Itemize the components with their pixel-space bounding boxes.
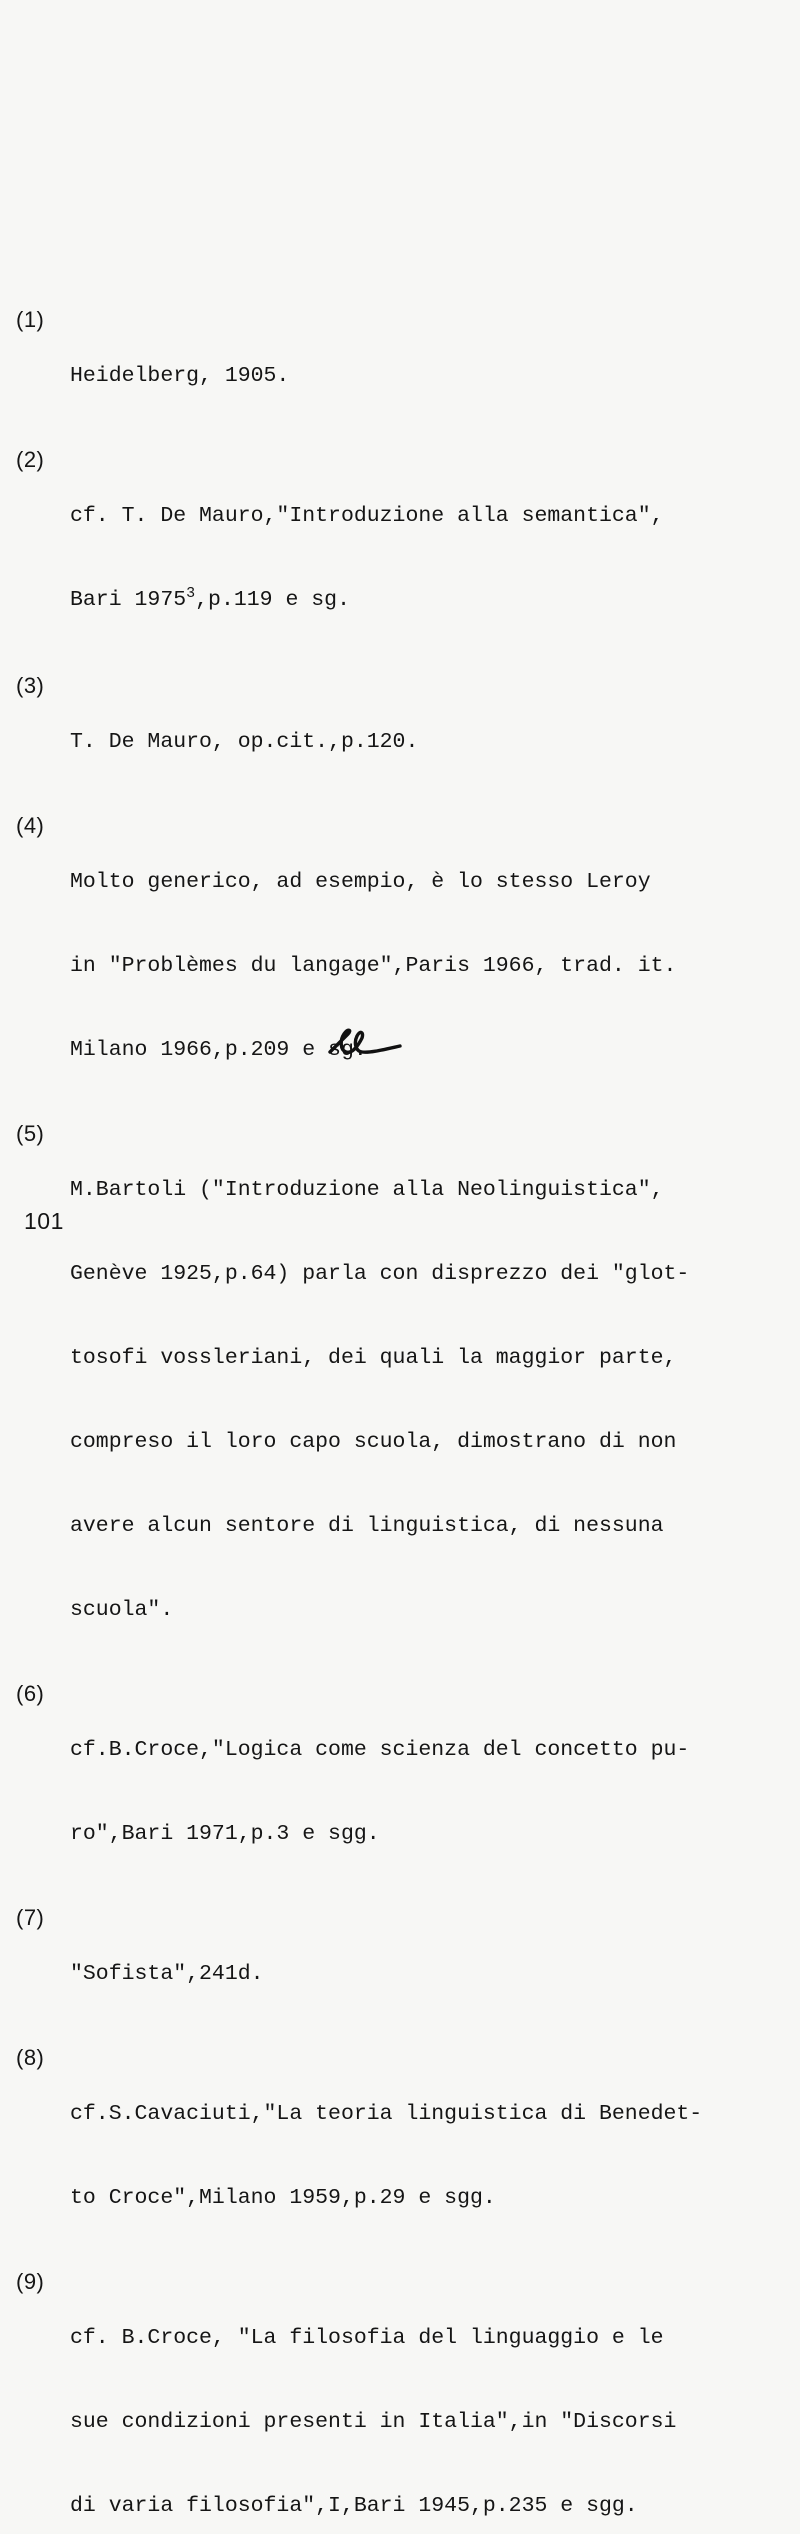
footnote-4 [16, 812, 786, 1120]
footnote-number: (6) [16, 1681, 45, 1706]
handwritten-flourish-icon [326, 1022, 406, 1066]
footnote-number: (5) [16, 1121, 45, 1146]
footnote-line [70, 586, 786, 616]
footnote-8 [16, 2044, 786, 2268]
footnote-line: scuola". [70, 1598, 174, 1622]
footnote-2 [16, 446, 786, 672]
footnote-line: cf.B.Croce,"Logica come scienza del concetto pu- [70, 1738, 690, 1762]
footnote-line: to Croce",Milano 1959,p.29 e sgg. [70, 2186, 496, 2210]
edition-superscript: 3 [186, 585, 196, 602]
footnote-1 [16, 306, 786, 446]
footnote-line: tosofi vossleriani, dei quali la maggior parte, [70, 1346, 677, 1370]
footnote-line: ro",Bari 1971,p.3 e sgg. [70, 1822, 380, 1846]
footnote-line: sue condizioni presenti in Italia",in "Discorsi [70, 2410, 677, 2434]
footnote-text [70, 2044, 786, 2268]
footnote-line: compreso il loro capo scuola, dimostrano di non [70, 1430, 677, 1454]
footnote-line: cf.S.Cavaciuti,"La teoria linguistica di Benedet- [70, 2102, 703, 2126]
footnote-6 [16, 1680, 786, 1904]
footnote-number: (8) [16, 2045, 45, 2070]
footnote-text [70, 1904, 786, 2044]
footnote-line: cf. B.Croce, "La filosofia del linguaggio e le [70, 2326, 664, 2350]
footnote-number: (9) [16, 2269, 45, 2294]
footnotes-list [16, 306, 786, 2534]
footnote-line: M.Bartoli ("Introduzione alla Neolinguistica", [70, 1178, 664, 1202]
footnote-number: (4) [16, 813, 45, 838]
footnote-text [70, 306, 786, 446]
footnote-text [70, 812, 786, 1120]
footnote-line: T. De Mauro, op.cit.,p.120. [70, 730, 419, 754]
footnote-7 [16, 1904, 786, 2044]
footnote-line: Milano 1966,p.209 e sg. [70, 1038, 367, 1062]
footnote-text [70, 2268, 786, 2534]
footnote-number: (1) [16, 307, 45, 332]
footnote-number: (2) [16, 447, 45, 472]
footnote-line: Genève 1925,p.64) parla con disprezzo dei "glot- [70, 1262, 690, 1286]
footnote-text [70, 1680, 786, 1904]
footnote-line: Molto generico, ad esempio, è lo stesso Leroy [70, 870, 651, 894]
footnote-text [70, 672, 786, 812]
footnote-number: (3) [16, 673, 45, 698]
footnote-5 [16, 1120, 786, 1680]
footnote-number: (7) [16, 1905, 45, 1930]
footnote-3 [16, 672, 786, 812]
footnote-line-part: Bari 1975 [70, 588, 187, 612]
footnote-line: cf. T. De Mauro,"Introduzione alla semantica", [70, 504, 664, 528]
footnote-9 [16, 2268, 786, 2534]
footnote-line: "Sofista",241d. [70, 1962, 264, 1986]
footnote-text [70, 1120, 786, 1680]
footnote-line: Heidelberg, 1905. [70, 364, 290, 388]
footnote-line: di varia filosofia",I,Bari 1945,p.235 e sgg. [70, 2494, 638, 2518]
page-number: 101 [24, 1208, 64, 1234]
footnote-text [70, 446, 786, 672]
footnote-line: avere alcun sentore di linguistica, di nessuna [70, 1514, 664, 1538]
footnote-line-part: ,p.119 e sg. [195, 588, 350, 612]
footnote-line: in "Problèmes du langage",Paris 1966, trad. it. [70, 954, 677, 978]
